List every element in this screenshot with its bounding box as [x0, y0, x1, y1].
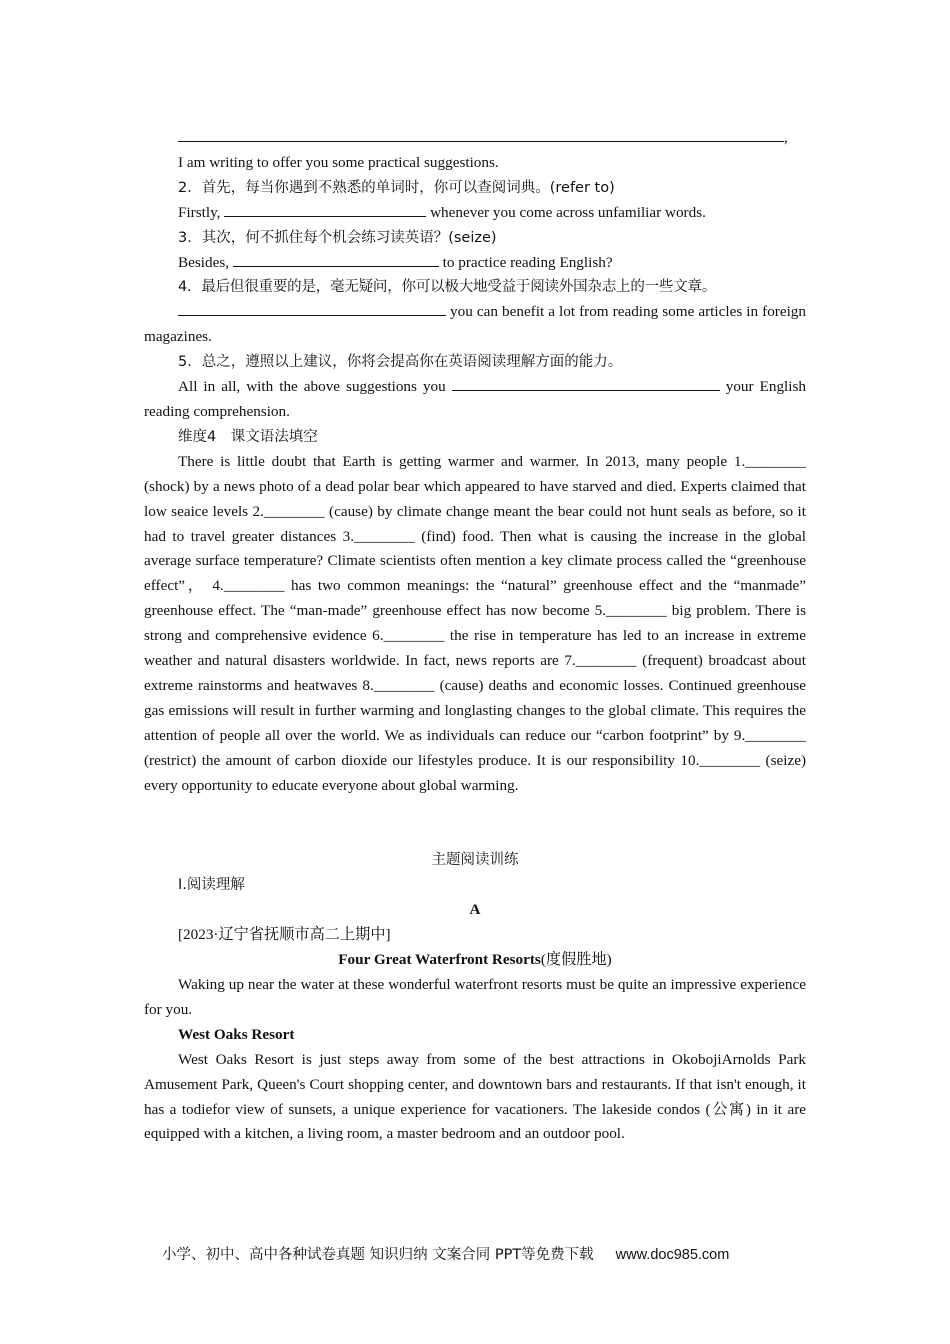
blank [224, 202, 426, 217]
footer-url: www.doc985.com [615, 1247, 730, 1263]
item-5-english: All in all, with the above suggestions you your English reading comprehension. [144, 378, 806, 420]
section-title: 主题阅读训练 [431, 852, 519, 869]
item-4-english: you can benefit a lot from reading some articles in foreign magazines. [144, 303, 806, 346]
answer-blank-line: , [144, 126, 806, 151]
source-label: [2023·辽宁省抚顺市高二上期中] [178, 926, 391, 944]
blank [452, 376, 720, 391]
item-3-english: Besides, to practice reading English? [178, 253, 613, 271]
passage-letter: A [469, 901, 481, 919]
blank [233, 252, 439, 267]
item-2-chinese: 2．首先，每当你遇到不熟悉的单词时，你可以查阅词典。(refer to) [178, 179, 615, 196]
writing-intro: I am writing to offer you some practical suggestions. [178, 153, 499, 171]
blank [178, 301, 446, 316]
document-body [144, 126, 806, 1147]
article-intro: Waking up near the water at these wonderful waterfront resorts must be quite an impressive experience for you. [144, 976, 806, 1018]
blank [178, 127, 784, 142]
resort-1-text: West Oaks Resort is just steps away from some of the best attractions in OkobojiArnolds Park Amusement Park, Queen's Court shopping center, and downtown bars and restaurants. If that isn't enough, it has a todiefor view of sunsets, a unique experience for vacationers. The lakeside condos (公寓) in it are equipped with a kitchen, a living room, a master bedroom and an outdoor pool. [144, 1050, 806, 1143]
reading-heading: Ⅰ.阅读理解 [178, 877, 245, 894]
item-3-chinese: 3．其次，何不抓住每个机会练习读英语？(seize) [178, 229, 497, 246]
resort-1-name: West Oaks Resort [178, 1025, 295, 1043]
dimension-4-heading: 维度4 课文语法填空 [178, 428, 318, 445]
spacer [144, 798, 806, 848]
item-4-chinese: 4．最后但很重要的是，毫无疑问，你可以极大地受益于阅读外国杂志上的一些文章。 [178, 279, 717, 296]
page-footer: 小学、初中、高中各种试卷真题 知识归纳 文案合同 PPT等免费下载 www.doc985.com [162, 1247, 730, 1263]
article-title: Four Great Waterfront Resorts(度假胜地) [338, 951, 612, 969]
grammar-fill-passage: There is little doubt that Earth is getting warmer and warmer. In 2013, many people 1.________ (shock) by a news photo of a dead polar bear which appeared to have starved and died. Experts claimed that low seaice levels 2.________ (cause) by climate change meant the bear could not hunt seals as before, so it had to travel greater distances 3.________ (find) food. Then what is causing the increase in the global average surface temperature? Climate scientists often mention a key climate process called the “greenhouse effect”， 4.________ has two common meanings: the “natural” greenhouse effect and the “manmade” greenhouse effect. The “man-made” greenhouse effect has now become 5.________ big problem. There is strong and comprehensive evidence 6.________ the rise in temperature has led to an increase in extreme weather and natural disasters worldwide. In fact, news reports are 7.________ (frequent) broadcast about extreme rainstorms and heatwaves 8.________ (cause) deaths and economic losses. Continued greenhouse gas emissions will result in further warming and longlasting changes to the global climate. This requires the attention of people all over the world. We as individuals can reduce our “carbon footprint” by 9.________ (restrict) the amount of carbon dioxide our lifestyles produce. It is our responsibility 10.________ (seize) every opportunity to educate everyone about global warming. [144, 452, 806, 794]
item-2-english: Firstly, whenever you come across unfamiliar words. [178, 203, 706, 221]
item-5-chinese: 5．总之，遵照以上建议，你将会提高你在英语阅读理解方面的能力。 [178, 354, 623, 371]
